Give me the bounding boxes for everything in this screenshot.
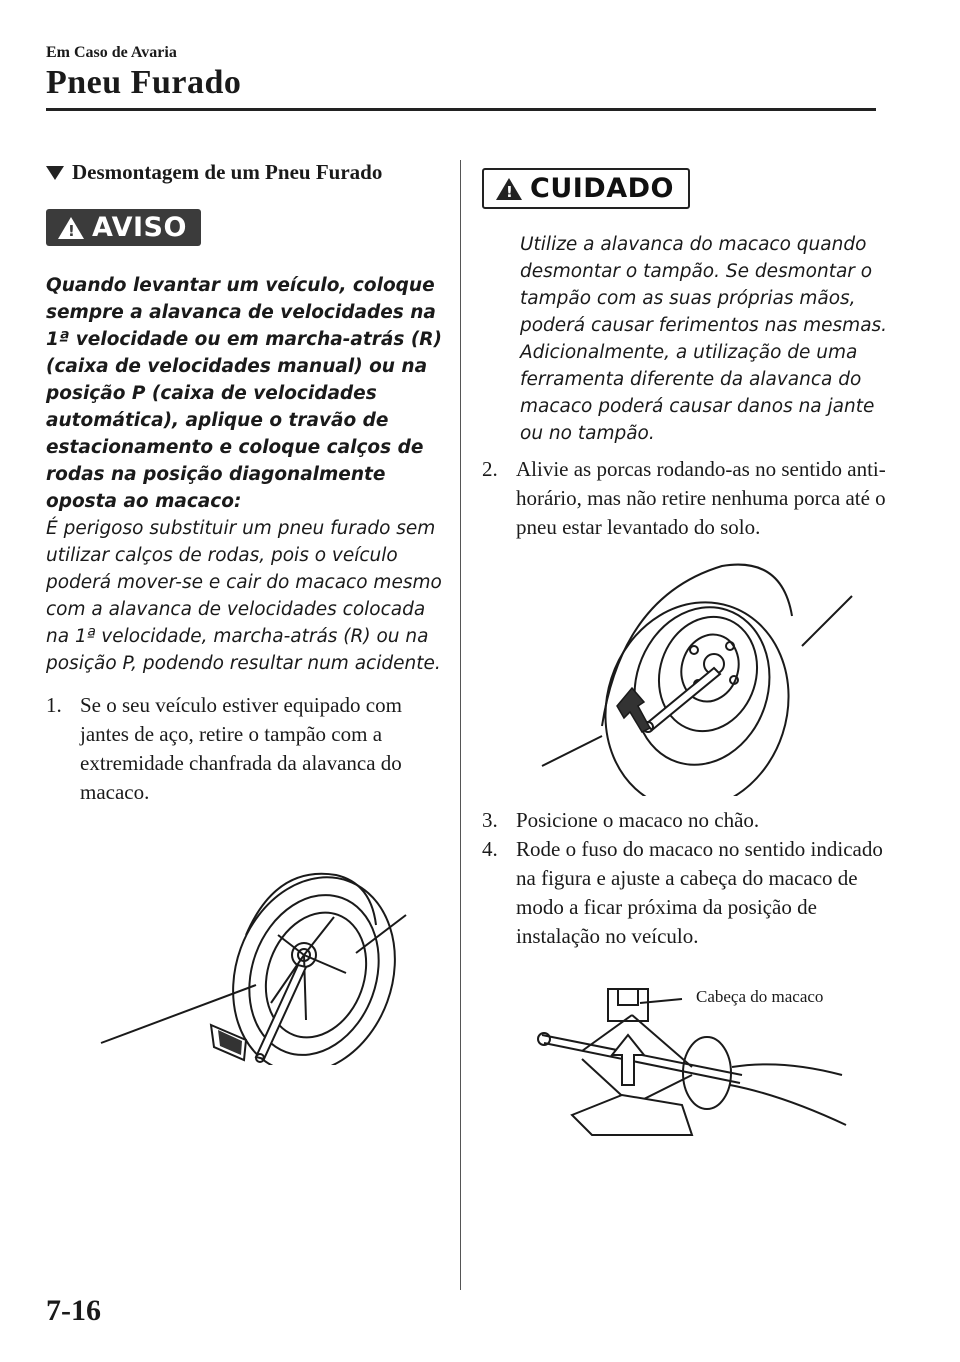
step-text: Posicione o macaco no chão.	[516, 808, 760, 832]
step-4	[482, 835, 902, 951]
step-text: Alivie as porcas rodando-as no sentido anti-horário, mas não retire nenhuma porca até o pneu estar levantado do solo.	[516, 457, 886, 539]
title-rule	[46, 108, 876, 111]
step-2	[482, 455, 902, 542]
section-heading-text: Desmontagem de um Pneu Furado	[72, 160, 383, 184]
cuidado-text: Utilize a alavanca do macaco quando desmontar o tampão. Se desmontar o tampão com as suas próprias mãos, poderá causar ferimentos nas mesmas. Adicionalmente, a utilização de uma ferramenta diferente da alavanca do macaco poderá causar danos na jante ou no tampão.	[520, 234, 888, 444]
chapter-label: Em Caso de Avaria	[46, 44, 177, 61]
left-column	[46, 160, 446, 1065]
hubcap-removal-figure	[46, 825, 446, 1065]
column-divider	[460, 160, 461, 1290]
section-heading	[46, 160, 446, 185]
step-3	[482, 806, 902, 835]
aviso-label: AVISO	[92, 212, 187, 243]
right-column	[482, 160, 902, 1155]
step-number: 1.	[46, 693, 62, 717]
step-number: 3.	[482, 808, 498, 832]
jack-figure	[482, 975, 882, 1155]
aviso-text: É perigoso substituir um pneu furado sem utilizar calços de rodas, pois o veículo poderá mover-se e cair do macaco mesmo com a alavanca de velocidades colocada na 1ª velocidade, marcha-atrás (R) ou na posição P, podendo resultar num acidente.	[46, 518, 442, 674]
lug-nut-loosening-figure	[482, 556, 882, 796]
cuidado-badge	[482, 168, 690, 209]
triangle-bullet-icon	[46, 166, 64, 180]
aviso-badge-wrap	[46, 209, 446, 246]
page-number: 7-16	[46, 1294, 101, 1327]
page-title: Pneu Furado	[46, 64, 242, 101]
warning-icon: !	[496, 178, 522, 200]
step-text: Rode o fuso do macaco no sentido indicado na figura e ajuste a cabeça do macaco de modo a ficar próxima da posição de instalação no veículo.	[516, 837, 883, 948]
step-number: 4.	[482, 837, 498, 861]
step-1	[46, 691, 446, 807]
aviso-badge	[46, 209, 201, 246]
jack-head-callout: Cabeça do macaco	[696, 987, 824, 1006]
step-text: Se o seu veículo estiver equipado com jantes de aço, retire o tampão com a extremidade chanfrada da alavanca do macaco.	[80, 693, 402, 804]
step-number: 2.	[482, 457, 498, 481]
cuidado-badge-wrap	[482, 168, 902, 209]
aviso-bold-text: Quando levantar um veículo, coloque sempre a alavanca de velocidades na 1ª velocidade ou em marcha-atrás (R) (caixa de velocidades manual) ou na posição P (caixa de velocidades automática), aplique o travão de estacionamento e coloque calços de rodas na posição diagonalmente oposta ao macaco:	[46, 275, 442, 512]
warning-icon: !	[58, 217, 84, 239]
cuidado-label: CUIDADO	[530, 173, 674, 204]
